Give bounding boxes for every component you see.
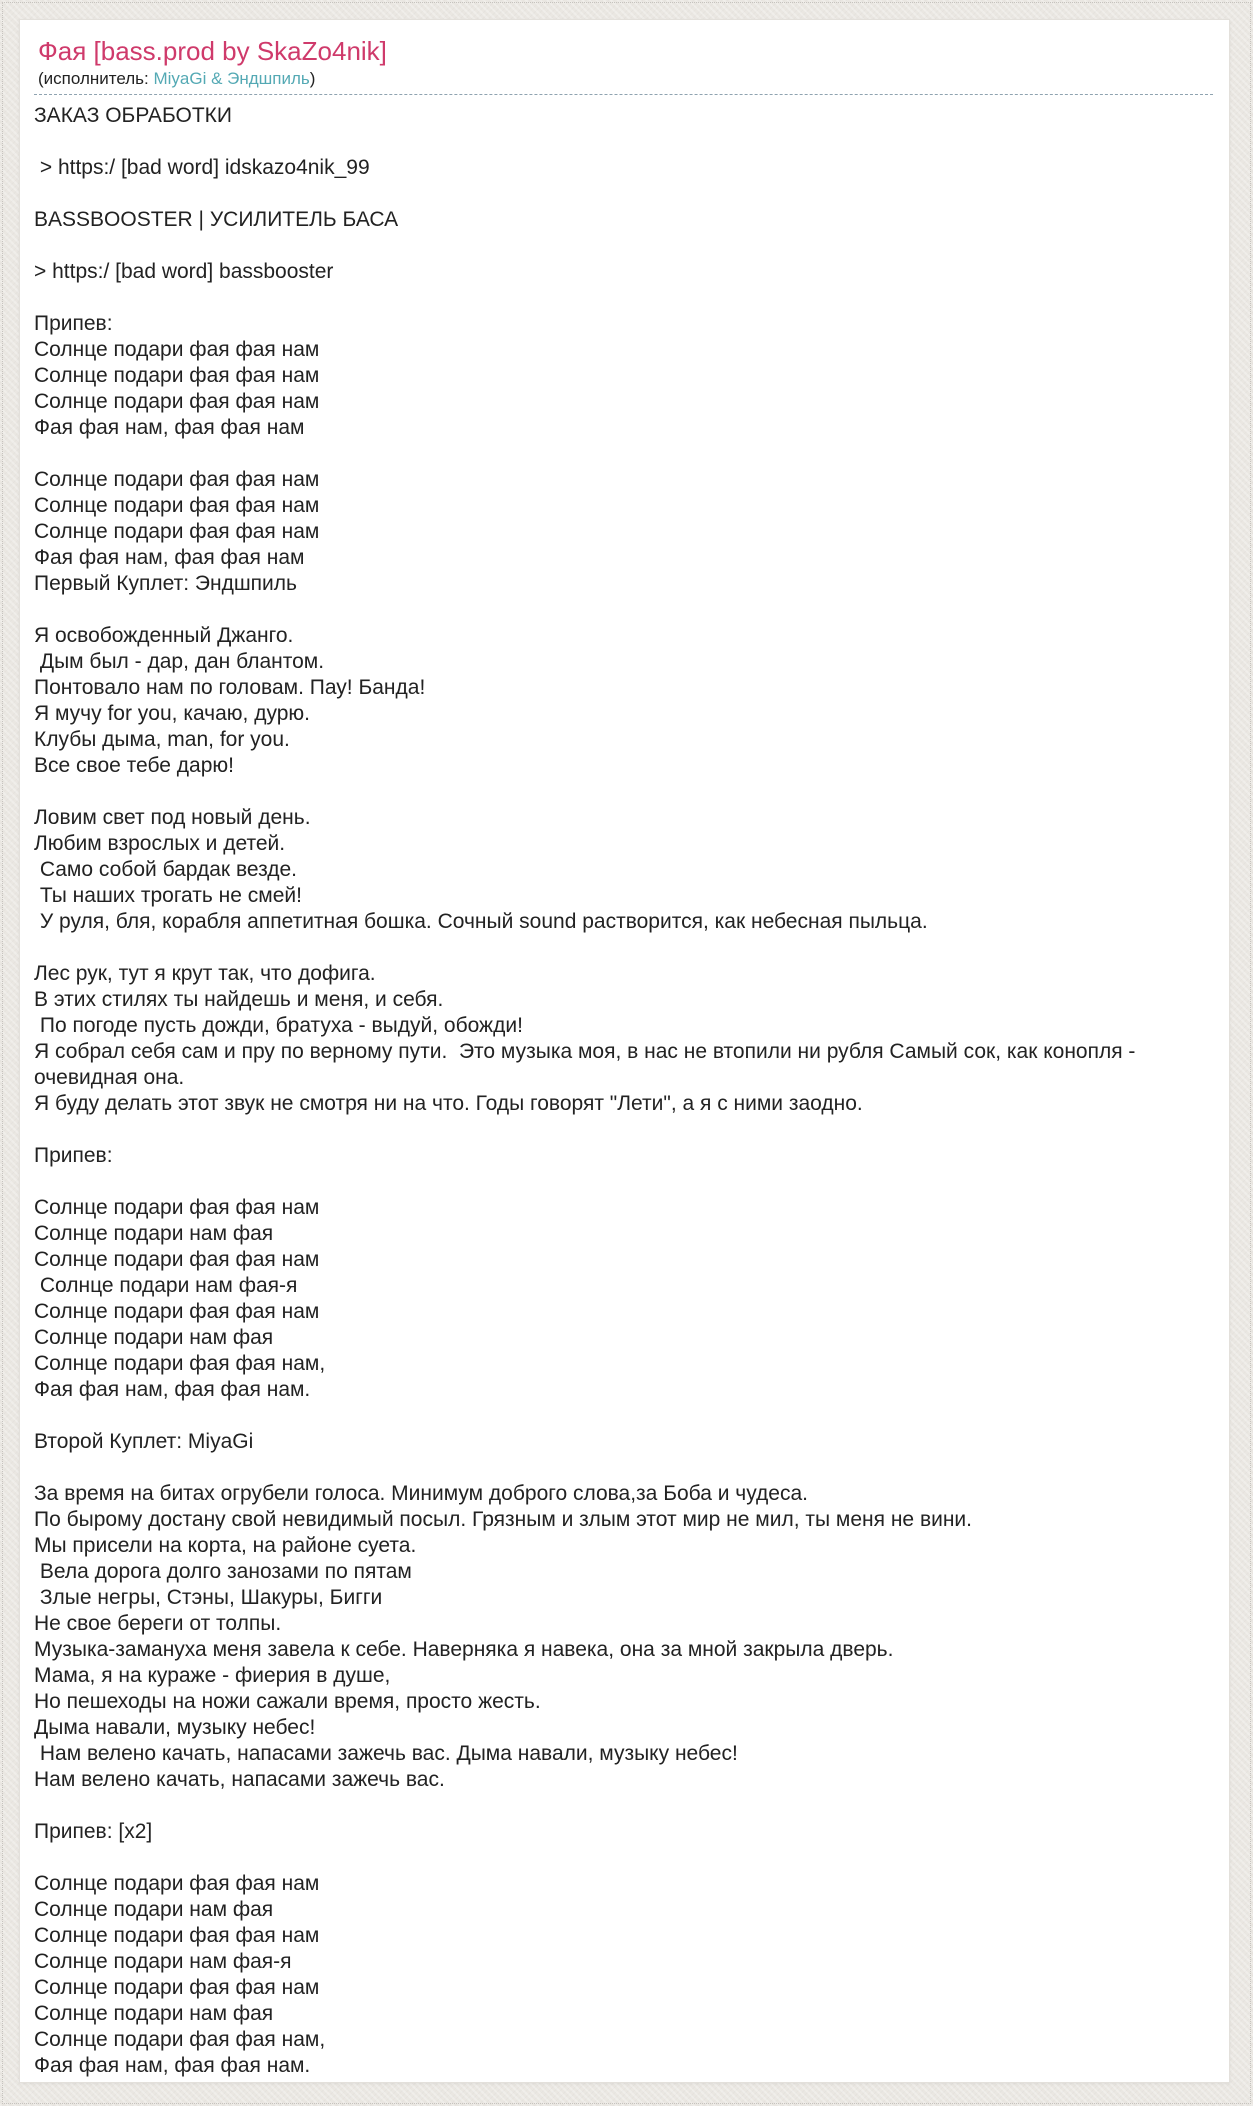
lyric-line: BASSBOOSTER | УСИЛИТЕЛЬ БАСА <box>34 208 399 231</box>
lyric-line: Дым был - дар, дан блантом. <box>34 650 325 673</box>
lyric-line: Ловим свет под новый день. <box>34 806 311 829</box>
lyric-line: За время на битах огрубели голоса. Минимум доброго слова,за Боба и чудеса. <box>34 1482 808 1505</box>
lyric-line: Нам велено качать, напасами зажечь вас. <box>34 1768 445 1791</box>
lyric-line: > https:/ [bad word] bassbooster <box>34 260 334 283</box>
lyric-line: Вела дорога долго занозами по пятам <box>34 1560 412 1583</box>
lyric-line: Лес рук, тут я крут так, что дофига. <box>34 962 376 985</box>
lyrics-card <box>19 19 1230 2083</box>
lyric-line: Любим взрослых и детей. <box>34 832 286 855</box>
lyric-line: Солнце подари фая фая нам <box>34 494 320 517</box>
lyric-blank-line <box>34 779 1213 805</box>
lyric-line: Солнце подари фая фая нам <box>34 1872 320 1895</box>
lyric-line: В этих стилях ты найдешь и меня, и себя. <box>34 988 444 1011</box>
artist-line <box>38 68 1213 89</box>
lyric-line: Первый Куплет: Эндшпиль <box>34 572 297 595</box>
lyric-blank-line <box>34 935 1213 961</box>
lyric-blank-line <box>34 1403 1213 1429</box>
lyric-line: Солнце подари фая фая нам <box>34 338 320 361</box>
lyric-blank-line <box>34 597 1213 623</box>
lyric-line: Солнце подари фая фая нам <box>34 1248 320 1271</box>
lyric-line: По бырому достану свой невидимый посыл. Грязным и злым этот мир не мил, ты меня не вини. <box>34 1508 972 1531</box>
lyric-blank-line <box>34 1845 1213 1871</box>
lyric-line: Не свое береги от толпы. <box>34 1612 282 1635</box>
lyric-line: Солнце подари фая фая нам <box>34 364 320 387</box>
lyric-line: Фая фая нам, фая фая нам <box>34 416 305 439</box>
lyric-line: Мы присели на корта, на районе суета. <box>34 1534 417 1557</box>
artist-suffix: ) <box>309 69 316 88</box>
lyric-blank-line <box>34 233 1213 259</box>
lyric-line: Фая фая нам, фая фая нам <box>34 546 305 569</box>
lyric-line: Припев: <box>34 312 113 335</box>
lyric-line: Дыма навали, музыку небес! <box>34 1716 316 1739</box>
lyric-blank-line <box>34 1169 1213 1195</box>
lyric-line: Солнце подари нам фая <box>34 1898 274 1921</box>
lyric-blank-line <box>34 129 1213 155</box>
lyric-line: Солнце подари фая фая нам <box>34 1300 320 1323</box>
song-title: Фая [bass.prod by SkaZo4nik] <box>38 36 387 66</box>
lyric-line: Солнце подари фая фая нам <box>34 468 320 491</box>
artist-label: (исполнитель: <box>38 69 154 88</box>
lyric-line: Клубы дыма, man, for you. <box>34 728 290 751</box>
lyric-line: У руля, бля, корабля аппетитная бошка. Сочный sound растворится, как небесная пыльца. <box>34 910 928 933</box>
lyric-line: Все свое тебе дарю! <box>34 754 234 777</box>
lyric-blank-line <box>34 1117 1213 1143</box>
lyric-line: Припев: <box>34 1144 113 1167</box>
lyric-line: Нам велено качать, напасами зажечь вас. Дыма навали, музыку небес! <box>34 1742 738 1765</box>
lyric-line: Второй Куплет: MiyaGi <box>34 1430 254 1453</box>
lyric-blank-line <box>34 181 1213 207</box>
lyric-line: Солнце подари фая фая нам <box>34 1196 320 1219</box>
lyric-line: По погоде пусть дожди, братуха - выдуй, обожди! <box>34 1014 523 1037</box>
lyric-line: Музыка-замануха меня завела к себе. Наверняка я навека, она за мной закрыла дверь. <box>34 1638 894 1661</box>
lyric-line: Солнце подари нам фая <box>34 1222 274 1245</box>
lyric-line: Ты наших трогать не смей! <box>34 884 302 907</box>
lyric-line: Мама, я на кураже - фиерия в душе, <box>34 1664 391 1687</box>
lyrics-text <box>34 103 1213 2079</box>
lyric-line: Солнце подари фая фая нам <box>34 1924 320 1947</box>
lyric-line: Солнце подари фая фая нам <box>34 1976 320 1999</box>
lyric-line: ЗАКАЗ ОБРАБОТКИ <box>34 104 232 127</box>
artist-link[interactable]: MiyaGi & Эндшпиль <box>153 69 310 88</box>
lyric-blank-line <box>34 441 1213 467</box>
lyric-line: Фая фая нам, фая фая нам. <box>34 1378 311 1401</box>
lyric-line: Я мучу for you, качаю, дурю. <box>34 702 311 725</box>
lyric-line: Я освобожденный Джанго. <box>34 624 294 647</box>
lyric-line: Само собой бардак везде. <box>34 858 298 881</box>
lyric-line: Солнце подари нам фая <box>34 2002 274 2025</box>
lyric-line: Солнце подари фая фая нам, <box>34 2028 326 2051</box>
lyric-line: Фая фая нам, фая фая нам. <box>34 2054 311 2077</box>
lyric-line: Понтовало нам по головам. Пау! Банда! <box>34 676 426 699</box>
lyric-blank-line <box>34 285 1213 311</box>
lyric-line: Солнце подари нам фая-я <box>34 1950 292 1973</box>
lyric-blank-line <box>34 1793 1213 1819</box>
lyric-line: Солнце подари нам фая <box>34 1326 274 1349</box>
lyric-line: Солнце подари нам фая-я <box>34 1274 298 1297</box>
lyric-line: Я буду делать этот звук не смотря ни на что. Годы говорят "Лети", а я с ними заодно. <box>34 1092 863 1115</box>
lyric-blank-line <box>34 1455 1213 1481</box>
lyric-line: Злые негры, Стэны, Шакуры, Бигги <box>34 1586 383 1609</box>
lyric-line: Я собрал себя сам и пру по верному пути. Это музыка моя, в нас не втопили ни рубля Самый сок, как конопля - очевидная она. <box>34 1040 1142 1089</box>
lyric-line: Но пешеходы на ножи сажали время, просто жесть. <box>34 1690 541 1713</box>
lyric-line: Припев: [x2] <box>34 1820 153 1843</box>
dashed-separator <box>34 94 1213 95</box>
lyric-line: > https:/ [bad word] idskazo4nik_99 <box>34 156 370 179</box>
lyric-line: Солнце подари фая фая нам <box>34 520 320 543</box>
lyric-line: Солнце подари фая фая нам, <box>34 1352 326 1375</box>
lyric-line: Солнце подари фая фая нам <box>34 390 320 413</box>
